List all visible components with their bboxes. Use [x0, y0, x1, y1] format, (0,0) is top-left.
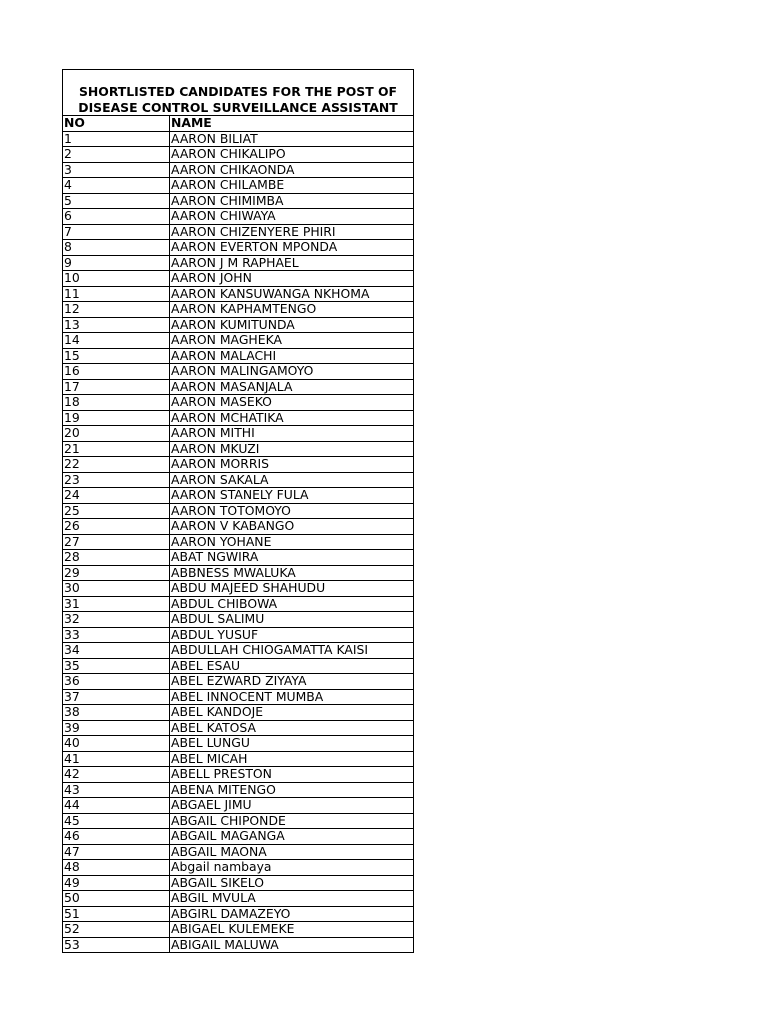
table-row [63, 705, 414, 721]
table-row [63, 162, 414, 178]
table-row [63, 534, 414, 550]
row-number-cell: 9 [63, 255, 170, 271]
candidate-name-cell: AARON YOHANE [170, 534, 414, 550]
candidates-table [62, 115, 414, 953]
table-row [63, 658, 414, 674]
candidate-name-cell: AARON CHILAMBE [170, 178, 414, 194]
row-number-cell: 26 [63, 519, 170, 535]
table-row [63, 627, 414, 643]
candidate-name-cell: ABGAIL CHIPONDE [170, 813, 414, 829]
row-number-cell: 17 [63, 379, 170, 395]
table-row [63, 720, 414, 736]
row-number-cell: 3 [63, 162, 170, 178]
row-number-cell: 43 [63, 782, 170, 798]
row-number-cell: 36 [63, 674, 170, 690]
row-number-cell: 48 [63, 860, 170, 876]
table-row [63, 240, 414, 256]
row-number-cell: 41 [63, 751, 170, 767]
table-row [63, 286, 414, 302]
table-row [63, 193, 414, 209]
row-number-cell: 7 [63, 224, 170, 240]
candidate-name-cell: AARON J M RAPHAEL [170, 255, 414, 271]
table-row [63, 674, 414, 690]
table-row [63, 488, 414, 504]
candidate-name-cell: ABIGAEL KULEMEKE [170, 922, 414, 938]
candidate-name-cell: ABIGAIL MALUWA [170, 937, 414, 953]
table-row [63, 255, 414, 271]
candidate-name-cell: AARON CHIWAYA [170, 209, 414, 225]
table-row [63, 596, 414, 612]
row-number-cell: 8 [63, 240, 170, 256]
table-row [63, 472, 414, 488]
candidate-name-cell: AARON MAGHEKA [170, 333, 414, 349]
table-row [63, 922, 414, 938]
candidate-name-cell: ABEL KATOSA [170, 720, 414, 736]
candidate-name-cell: Abgail nambaya [170, 860, 414, 876]
table-row [63, 395, 414, 411]
candidate-name-cell: AARON SAKALA [170, 472, 414, 488]
candidate-name-cell: ABGIRL DAMAZEYO [170, 906, 414, 922]
title-line-2: DISEASE CONTROL SURVEILLANCE ASSISTANT [78, 99, 398, 115]
table-row [63, 333, 414, 349]
row-number-cell: 28 [63, 550, 170, 566]
row-number-cell: 24 [63, 488, 170, 504]
row-number-cell: 2 [63, 147, 170, 163]
candidate-name-cell: AARON JOHN [170, 271, 414, 287]
candidate-name-cell: AARON CHIKALIPO [170, 147, 414, 163]
row-number-cell: 11 [63, 286, 170, 302]
table-row [63, 891, 414, 907]
row-number-cell: 35 [63, 658, 170, 674]
table-row [63, 379, 414, 395]
candidate-name-cell: AARON CHIMIMBA [170, 193, 414, 209]
candidate-name-cell: ABGIL MVULA [170, 891, 414, 907]
table-row [63, 317, 414, 333]
table-row [63, 565, 414, 581]
row-number-cell: 4 [63, 178, 170, 194]
candidate-name-cell: AARON KAPHAMTENGO [170, 302, 414, 318]
table-row [63, 147, 414, 163]
candidate-name-cell: AARON TOTOMOYO [170, 503, 414, 519]
table-row [63, 689, 414, 705]
candidate-name-cell: ABBNESS MWALUKA [170, 565, 414, 581]
row-number-cell: 37 [63, 689, 170, 705]
table-header-row [63, 116, 414, 132]
table-row [63, 271, 414, 287]
table-row [63, 906, 414, 922]
candidate-name-cell: ABELL PRESTON [170, 767, 414, 783]
table-row [63, 364, 414, 380]
row-number-cell: 22 [63, 457, 170, 473]
row-number-cell: 14 [63, 333, 170, 349]
candidate-list-document [62, 69, 414, 953]
row-number-cell: 46 [63, 829, 170, 845]
candidate-name-cell: AARON V KABANGO [170, 519, 414, 535]
table-row [63, 875, 414, 891]
table-row [63, 457, 414, 473]
table-row [63, 813, 414, 829]
candidate-name-cell: AARON MKUZI [170, 441, 414, 457]
row-number-cell: 52 [63, 922, 170, 938]
candidate-name-cell: AARON CHIZENYERE PHIRI [170, 224, 414, 240]
row-number-cell: 47 [63, 844, 170, 860]
candidate-name-cell: AARON MALACHI [170, 348, 414, 364]
row-number-cell: 49 [63, 875, 170, 891]
candidate-name-cell: AARON MASANJALA [170, 379, 414, 395]
row-number-cell: 1 [63, 131, 170, 147]
table-row [63, 550, 414, 566]
row-number-cell: 51 [63, 906, 170, 922]
table-row [63, 178, 414, 194]
column-header-no: NO [63, 116, 170, 132]
table-row [63, 643, 414, 659]
candidate-name-cell: AARON MASEKO [170, 395, 414, 411]
candidate-name-cell: ABDUL YUSUF [170, 627, 414, 643]
table-row [63, 348, 414, 364]
row-number-cell: 53 [63, 937, 170, 953]
row-number-cell: 50 [63, 891, 170, 907]
row-number-cell: 16 [63, 364, 170, 380]
table-row [63, 751, 414, 767]
candidate-name-cell: AARON KANSUWANGA NKHOMA [170, 286, 414, 302]
row-number-cell: 29 [63, 565, 170, 581]
row-number-cell: 15 [63, 348, 170, 364]
candidate-name-cell: ABDU MAJEED SHAHUDU [170, 581, 414, 597]
candidate-name-cell: ABENA MITENGO [170, 782, 414, 798]
row-number-cell: 21 [63, 441, 170, 457]
candidate-name-cell: AARON MCHATIKA [170, 410, 414, 426]
table-row [63, 410, 414, 426]
table-row [63, 224, 414, 240]
candidate-name-cell: AARON EVERTON MPONDA [170, 240, 414, 256]
row-number-cell: 33 [63, 627, 170, 643]
table-row [63, 581, 414, 597]
row-number-cell: 38 [63, 705, 170, 721]
candidate-name-cell: ABGAIL MAONA [170, 844, 414, 860]
title-line-1: SHORTLISTED CANDIDATES FOR THE POST OF [79, 84, 397, 99]
candidate-name-cell: ABEL LUNGU [170, 736, 414, 752]
row-number-cell: 12 [63, 302, 170, 318]
document-title [62, 69, 414, 115]
row-number-cell: 19 [63, 410, 170, 426]
candidate-name-cell: ABGAEL JIMU [170, 798, 414, 814]
table-row [63, 131, 414, 147]
candidate-name-cell: AARON MITHI [170, 426, 414, 442]
table-row [63, 736, 414, 752]
row-number-cell: 23 [63, 472, 170, 488]
table-row [63, 426, 414, 442]
candidate-name-cell: AARON KUMITUNDA [170, 317, 414, 333]
row-number-cell: 45 [63, 813, 170, 829]
candidate-name-cell: ABDULLAH CHIOGAMATTA KAISI [170, 643, 414, 659]
row-number-cell: 10 [63, 271, 170, 287]
candidate-name-cell: AARON MALINGAMOYO [170, 364, 414, 380]
candidate-name-cell: ABEL ESAU [170, 658, 414, 674]
table-row [63, 503, 414, 519]
row-number-cell: 39 [63, 720, 170, 736]
row-number-cell: 32 [63, 612, 170, 628]
candidate-name-cell: ABEL EZWARD ZIYAYA [170, 674, 414, 690]
row-number-cell: 13 [63, 317, 170, 333]
row-number-cell: 20 [63, 426, 170, 442]
table-row [63, 860, 414, 876]
candidate-name-cell: AARON BILIAT [170, 131, 414, 147]
row-number-cell: 31 [63, 596, 170, 612]
table-row [63, 302, 414, 318]
row-number-cell: 25 [63, 503, 170, 519]
table-row [63, 209, 414, 225]
row-number-cell: 5 [63, 193, 170, 209]
candidate-name-cell: AARON CHIKAONDA [170, 162, 414, 178]
row-number-cell: 30 [63, 581, 170, 597]
table-row [63, 937, 414, 953]
candidate-name-cell: ABEL KANDOJE [170, 705, 414, 721]
candidate-name-cell: ABDUL SALIMU [170, 612, 414, 628]
candidate-name-cell: ABAT NGWIRA [170, 550, 414, 566]
candidate-name-cell: AARON STANELY FULA [170, 488, 414, 504]
table-row [63, 782, 414, 798]
candidate-name-cell: ABEL MICAH [170, 751, 414, 767]
table-row [63, 441, 414, 457]
row-number-cell: 40 [63, 736, 170, 752]
row-number-cell: 42 [63, 767, 170, 783]
candidate-name-cell: ABGAIL MAGANGA [170, 829, 414, 845]
row-number-cell: 34 [63, 643, 170, 659]
row-number-cell: 44 [63, 798, 170, 814]
column-header-name: NAME [170, 116, 414, 132]
table-row [63, 612, 414, 628]
candidate-name-cell: AARON MORRIS [170, 457, 414, 473]
table-row [63, 844, 414, 860]
candidate-name-cell: ABDUL CHIBOWA [170, 596, 414, 612]
row-number-cell: 27 [63, 534, 170, 550]
table-row [63, 519, 414, 535]
table-row [63, 767, 414, 783]
row-number-cell: 18 [63, 395, 170, 411]
candidate-name-cell: ABEL INNOCENT MUMBA [170, 689, 414, 705]
table-row [63, 829, 414, 845]
candidate-name-cell: ABGAIL SIKELO [170, 875, 414, 891]
row-number-cell: 6 [63, 209, 170, 225]
table-row [63, 798, 414, 814]
